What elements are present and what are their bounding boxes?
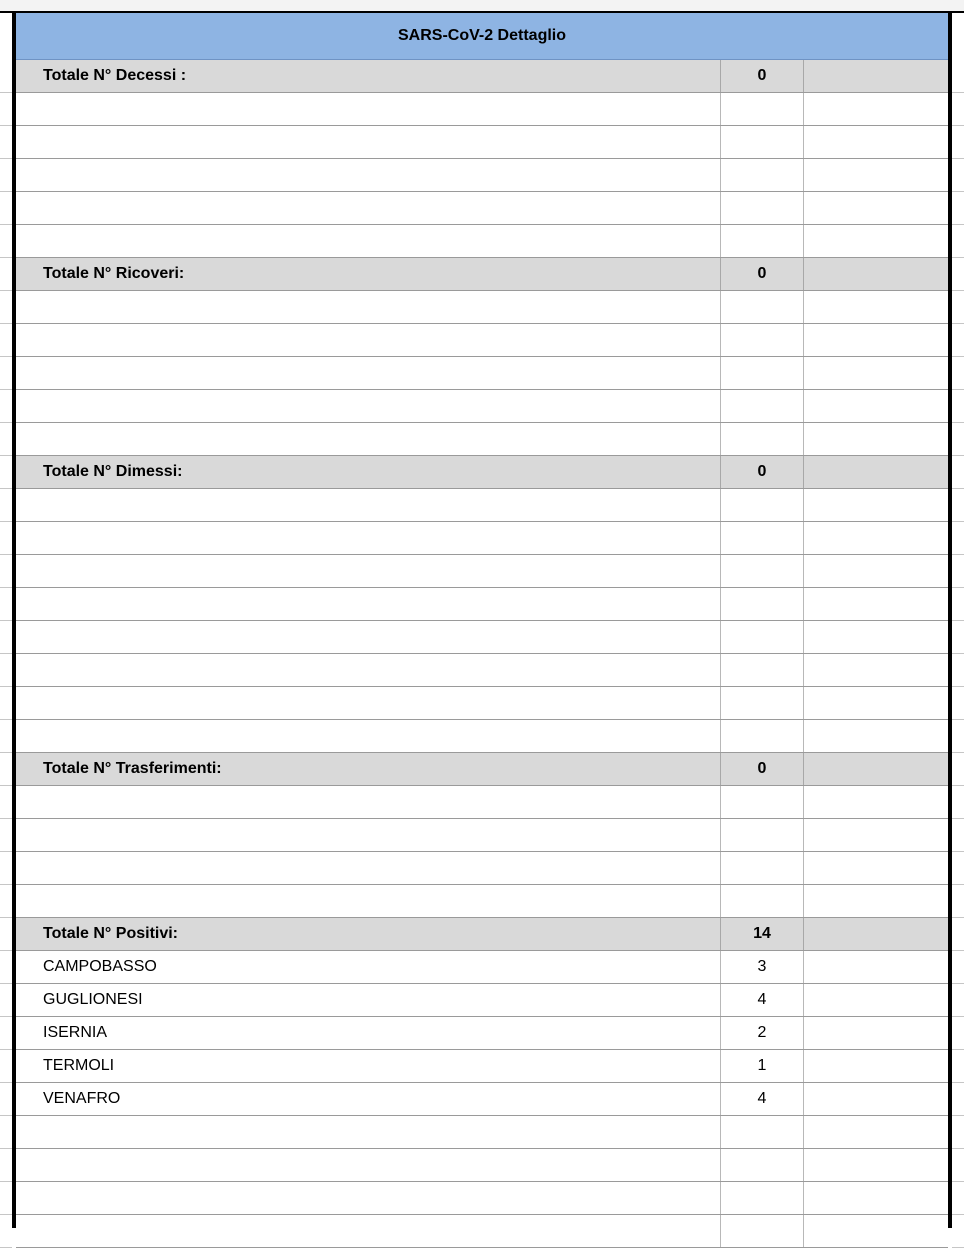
section-label-cell[interactable]: Totale N° Decessi : xyxy=(43,67,187,84)
empty-row[interactable] xyxy=(16,555,948,588)
gutter-gridline xyxy=(0,323,12,324)
value-cell[interactable] xyxy=(720,1182,804,1214)
value-cell[interactable] xyxy=(720,687,804,719)
empty-cell[interactable] xyxy=(804,522,948,554)
gutter-gridline xyxy=(952,1082,964,1083)
gutter-gridline xyxy=(952,818,964,819)
name-cell[interactable] xyxy=(16,819,720,851)
name-cell[interactable] xyxy=(16,159,720,191)
empty-cell[interactable] xyxy=(804,786,948,818)
value-cell[interactable] xyxy=(720,126,804,158)
value-cell[interactable] xyxy=(720,885,804,917)
gutter-gridline xyxy=(952,719,964,720)
value-cell[interactable] xyxy=(720,1149,804,1181)
name-cell[interactable] xyxy=(16,885,720,917)
section-header-row[interactable] xyxy=(16,456,948,489)
name-cell[interactable] xyxy=(16,588,720,620)
gutter-gridline xyxy=(952,686,964,687)
empty-cell[interactable] xyxy=(804,390,948,422)
gutter-gridline xyxy=(952,521,964,522)
value-cell[interactable]: 4 xyxy=(720,984,804,1016)
gutter-gridline xyxy=(952,1148,964,1149)
empty-cell[interactable] xyxy=(804,984,948,1016)
value-cell[interactable] xyxy=(720,786,804,818)
empty-cell[interactable] xyxy=(804,1116,948,1148)
gutter-gridline xyxy=(0,356,12,357)
section-label-cell[interactable]: Totale N° Dimessi: xyxy=(43,463,183,480)
section-header-row[interactable] xyxy=(16,60,948,93)
gutter-gridline xyxy=(0,785,12,786)
value-cell[interactable] xyxy=(720,357,804,389)
gutter-gridline xyxy=(0,257,12,258)
value-cell[interactable] xyxy=(720,1215,804,1247)
value-cell[interactable] xyxy=(720,159,804,191)
section-total-cell[interactable]: 0 xyxy=(720,753,804,785)
section-label-cell[interactable]: Totale N° Ricoveri: xyxy=(43,265,185,282)
gutter-gridline xyxy=(0,950,12,951)
empty-cell[interactable] xyxy=(804,885,948,917)
empty-cell[interactable] xyxy=(804,423,948,455)
table-title-text: SARS-CoV-2 Dettaglio xyxy=(397,27,566,44)
gutter-gridline xyxy=(952,323,964,324)
value-cell[interactable]: 3 xyxy=(720,951,804,983)
empty-row[interactable] xyxy=(16,324,948,357)
value-cell[interactable] xyxy=(720,720,804,752)
empty-row[interactable] xyxy=(16,126,948,159)
gutter-gridline xyxy=(0,488,12,489)
gutter-gridline xyxy=(952,488,964,489)
name-cell[interactable] xyxy=(16,324,720,356)
name-cell[interactable] xyxy=(16,423,720,455)
name-cell[interactable]: CAMPOBASSO xyxy=(43,958,157,975)
name-cell[interactable] xyxy=(16,654,720,686)
gutter-gridline xyxy=(0,455,12,456)
gutter-gridline xyxy=(952,158,964,159)
gutter-gridline xyxy=(0,884,12,885)
empty-cell[interactable] xyxy=(804,192,948,224)
gutter-gridline xyxy=(952,92,964,93)
gutter-gridline xyxy=(952,587,964,588)
value-cell[interactable] xyxy=(720,819,804,851)
section-total-cell[interactable]: 0 xyxy=(720,60,804,92)
empty-cell[interactable] xyxy=(804,555,948,587)
empty-cell[interactable] xyxy=(804,654,948,686)
empty-row[interactable] xyxy=(16,225,948,258)
name-cell[interactable] xyxy=(16,1116,720,1148)
name-cell[interactable] xyxy=(16,126,720,158)
name-cell[interactable] xyxy=(16,522,720,554)
gutter-gridline xyxy=(952,620,964,621)
gutter-gridline xyxy=(952,1016,964,1017)
empty-cell[interactable] xyxy=(804,1050,948,1082)
value-cell[interactable] xyxy=(720,390,804,422)
gutter-gridline xyxy=(952,290,964,291)
empty-cell[interactable] xyxy=(804,1083,948,1115)
table-title[interactable] xyxy=(16,13,948,60)
value-cell[interactable] xyxy=(720,324,804,356)
gutter-gridline xyxy=(0,422,12,423)
value-cell[interactable] xyxy=(720,93,804,125)
gutter-gridline xyxy=(0,851,12,852)
empty-cell[interactable] xyxy=(804,225,948,257)
empty-row[interactable] xyxy=(16,621,948,654)
name-cell[interactable] xyxy=(16,720,720,752)
section-total-cell[interactable]: 14 xyxy=(720,918,804,950)
section-label-cell[interactable]: Totale N° Positivi: xyxy=(43,925,179,942)
gutter-gridline xyxy=(952,422,964,423)
gutter-gridline xyxy=(952,224,964,225)
name-cell[interactable] xyxy=(16,291,720,323)
empty-cell[interactable] xyxy=(804,852,948,884)
data-row[interactable] xyxy=(16,984,948,1017)
name-cell[interactable] xyxy=(16,192,720,224)
empty-row[interactable] xyxy=(16,720,948,753)
gutter-gridline xyxy=(0,818,12,819)
empty-cell[interactable] xyxy=(804,489,948,521)
empty-row[interactable] xyxy=(16,786,948,819)
gutter-gridline xyxy=(952,125,964,126)
gutter-gridline xyxy=(0,290,12,291)
gutter-gridline xyxy=(952,455,964,456)
section-header-row[interactable] xyxy=(16,753,948,786)
empty-cell[interactable] xyxy=(804,687,948,719)
name-cell[interactable] xyxy=(16,489,720,521)
empty-cell[interactable] xyxy=(804,720,948,752)
gutter-gridline xyxy=(0,1082,12,1083)
name-cell[interactable] xyxy=(16,1149,720,1181)
empty-cell[interactable] xyxy=(804,1017,948,1049)
empty-cell[interactable] xyxy=(804,588,948,620)
value-cell[interactable] xyxy=(720,1116,804,1148)
name-cell[interactable]: TERMOLI xyxy=(43,1057,115,1074)
gutter-gridline xyxy=(0,917,12,918)
value-cell[interactable] xyxy=(720,852,804,884)
name-cell[interactable] xyxy=(16,621,720,653)
section-total-cell[interactable]: 0 xyxy=(720,258,804,290)
data-row[interactable] xyxy=(16,951,948,984)
empty-cell[interactable] xyxy=(804,918,948,950)
gutter-gridline xyxy=(0,653,12,654)
gutter-gridline xyxy=(952,917,964,918)
section-header-row[interactable] xyxy=(16,918,948,951)
gutter-gridline xyxy=(0,1115,12,1116)
empty-row[interactable] xyxy=(16,1116,948,1149)
empty-row[interactable] xyxy=(16,588,948,621)
name-cell[interactable] xyxy=(16,786,720,818)
empty-cell[interactable] xyxy=(804,1215,948,1247)
gutter-gridline xyxy=(0,554,12,555)
empty-row[interactable] xyxy=(16,291,948,324)
gutter-gridline xyxy=(0,1016,12,1017)
toolbar-strip xyxy=(0,0,964,11)
gutter-gridline xyxy=(0,1214,12,1215)
empty-row[interactable] xyxy=(16,390,948,423)
empty-row[interactable] xyxy=(16,522,948,555)
value-cell[interactable]: 2 xyxy=(720,1017,804,1049)
gutter-gridline xyxy=(952,191,964,192)
value-cell[interactable] xyxy=(720,555,804,587)
name-cell[interactable] xyxy=(16,852,720,884)
empty-cell[interactable] xyxy=(804,357,948,389)
empty-row[interactable] xyxy=(16,1149,948,1182)
name-cell[interactable] xyxy=(16,390,720,422)
gutter-gridline xyxy=(0,719,12,720)
name-cell[interactable] xyxy=(16,93,720,125)
gutter-gridline xyxy=(0,620,12,621)
value-cell[interactable] xyxy=(720,621,804,653)
name-cell[interactable] xyxy=(16,687,720,719)
gutter-gridline xyxy=(952,752,964,753)
empty-row[interactable] xyxy=(16,192,948,225)
value-cell[interactable] xyxy=(720,192,804,224)
gutter-gridline xyxy=(952,257,964,258)
gutter-gridline xyxy=(952,653,964,654)
gutter-gridline xyxy=(0,158,12,159)
data-row[interactable] xyxy=(16,1083,948,1116)
value-cell[interactable]: 1 xyxy=(720,1050,804,1082)
gutter-gridline xyxy=(952,1181,964,1182)
empty-cell[interactable] xyxy=(804,60,948,92)
name-cell[interactable]: GUGLIONESI xyxy=(43,991,143,1008)
section-label-cell[interactable]: Totale N° Trasferimenti: xyxy=(43,760,222,777)
name-cell[interactable] xyxy=(16,1215,720,1247)
empty-cell[interactable] xyxy=(804,324,948,356)
name-cell[interactable]: VENAFRO xyxy=(43,1090,121,1107)
empty-cell[interactable] xyxy=(804,951,948,983)
data-row[interactable] xyxy=(16,1050,948,1083)
gutter-gridline xyxy=(0,521,12,522)
empty-row[interactable] xyxy=(16,885,948,918)
gutter-gridline xyxy=(0,752,12,753)
empty-row[interactable] xyxy=(16,489,948,522)
name-cell[interactable] xyxy=(16,225,720,257)
empty-cell[interactable] xyxy=(804,819,948,851)
gutter-gridline xyxy=(0,224,12,225)
empty-cell[interactable] xyxy=(804,1182,948,1214)
gutter-gridline xyxy=(952,983,964,984)
gutter-gridline xyxy=(952,1049,964,1050)
empty-cell[interactable] xyxy=(804,1149,948,1181)
name-cell[interactable] xyxy=(16,1182,720,1214)
value-cell[interactable] xyxy=(720,522,804,554)
empty-cell[interactable] xyxy=(804,456,948,488)
value-cell[interactable] xyxy=(720,489,804,521)
gutter-gridline xyxy=(952,785,964,786)
empty-cell[interactable] xyxy=(804,621,948,653)
gutter-gridline xyxy=(952,389,964,390)
name-cell[interactable]: ISERNIA xyxy=(43,1024,108,1041)
value-cell[interactable] xyxy=(720,588,804,620)
value-cell[interactable] xyxy=(720,291,804,323)
gutter-gridline xyxy=(0,1049,12,1050)
gutter-gridline xyxy=(952,851,964,852)
gutter-gridline xyxy=(952,356,964,357)
gutter-gridline xyxy=(952,884,964,885)
empty-cell[interactable] xyxy=(804,126,948,158)
empty-row[interactable] xyxy=(16,687,948,720)
gutter-gridline xyxy=(0,92,12,93)
data-row[interactable] xyxy=(16,1017,948,1050)
empty-row[interactable] xyxy=(16,423,948,456)
name-cell[interactable] xyxy=(16,555,720,587)
empty-row[interactable] xyxy=(16,93,948,126)
section-header-row[interactable] xyxy=(16,258,948,291)
gutter-gridline xyxy=(0,686,12,687)
value-cell[interactable] xyxy=(720,225,804,257)
gutter-gridline xyxy=(952,1214,964,1215)
empty-row[interactable] xyxy=(16,159,948,192)
gutter-gridline xyxy=(0,1148,12,1149)
empty-cell[interactable] xyxy=(804,258,948,290)
value-cell[interactable] xyxy=(720,423,804,455)
value-cell[interactable] xyxy=(720,654,804,686)
gutter-gridline xyxy=(0,191,12,192)
empty-cell[interactable] xyxy=(804,159,948,191)
empty-cell[interactable] xyxy=(804,291,948,323)
empty-row[interactable] xyxy=(16,819,948,852)
empty-row[interactable] xyxy=(16,357,948,390)
empty-row[interactable] xyxy=(16,1182,948,1215)
empty-cell[interactable] xyxy=(804,93,948,125)
empty-row[interactable] xyxy=(16,852,948,885)
section-total-cell[interactable]: 0 xyxy=(720,456,804,488)
gutter-gridline xyxy=(0,125,12,126)
gutter-gridline xyxy=(0,983,12,984)
empty-row[interactable] xyxy=(16,654,948,687)
empty-row[interactable] xyxy=(16,1215,948,1248)
name-cell[interactable] xyxy=(16,357,720,389)
gutter-gridline xyxy=(0,389,12,390)
gutter-gridline xyxy=(952,1115,964,1116)
gutter-gridline xyxy=(952,950,964,951)
gutter-gridline xyxy=(0,1181,12,1182)
gutter-gridline xyxy=(0,587,12,588)
empty-cell[interactable] xyxy=(804,753,948,785)
value-cell[interactable]: 4 xyxy=(720,1083,804,1115)
gutter-gridline xyxy=(952,554,964,555)
